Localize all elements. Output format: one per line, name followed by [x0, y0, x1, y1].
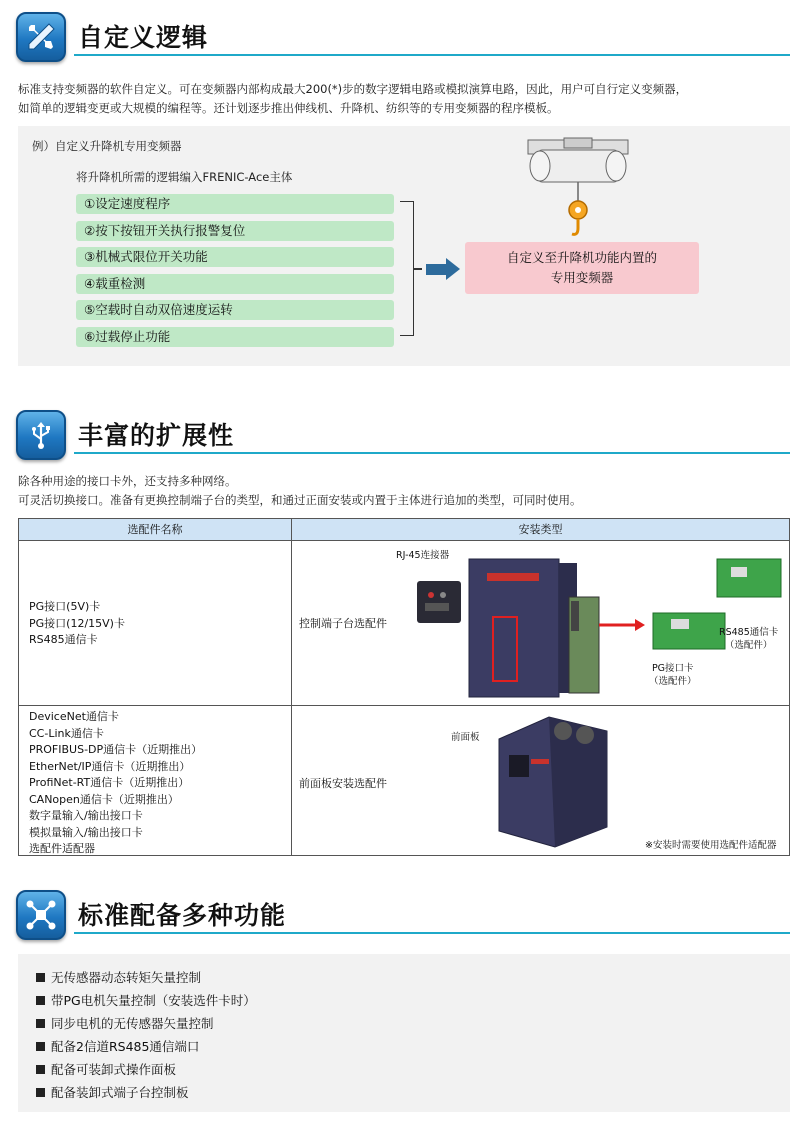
option-item: RS485通信卡: [29, 633, 98, 646]
table-row-1-options: [29, 599, 125, 649]
list-item: 带PG电机矢量控制（安装选件卡时）: [36, 991, 256, 1009]
step-item: ⑤空载时自动双倍速度运转: [76, 300, 394, 320]
list-item: 无传感器动态转矩矢量控制: [36, 968, 201, 986]
list-item: 同步电机的无传感器矢量控制: [36, 1014, 214, 1032]
pg-callout: [649, 662, 697, 688]
section-header-custom-logic: [16, 12, 790, 62]
title-rule: [74, 452, 790, 454]
group-bracket: [400, 201, 414, 336]
section-title: 标准配备多种功能: [78, 901, 287, 930]
table-row-2-options: [29, 709, 202, 858]
option-item: 数字量输入/输出接口卡: [29, 809, 143, 822]
list-item: 配备2信道RS485通信端口: [36, 1037, 199, 1055]
option-item: DeviceNet通信卡: [29, 710, 119, 723]
title-rule: [74, 54, 790, 56]
intro-line-1: 除各种用途的接口卡外，还支持多种网络。: [18, 474, 237, 488]
section-header-standard-features: [16, 890, 790, 940]
terminal-option-illustration: [409, 545, 789, 703]
tools-icon: [16, 12, 66, 62]
result-box: [465, 242, 699, 294]
mount-type-front: 前面板安装选配件: [299, 777, 387, 790]
intro-line-2: 如简单的逻辑变更或大规模的编程等。还计划逐步推出伸线机、升降机、纺织等的专用变频器的程序模板。: [18, 101, 559, 115]
table-row-divider: [19, 705, 789, 706]
option-item: PG接口(5V)卡: [29, 600, 101, 613]
rs485-callout: [719, 626, 778, 652]
option-item: CANopen通信卡（近期推出）: [29, 792, 179, 806]
options-table: [18, 518, 790, 856]
result-line-1: 自定义至升降机功能内置的: [506, 250, 657, 265]
step-item: ③机械式限位开关功能: [76, 247, 394, 267]
intro-line-1: 标准支持变频器的软件自定义。可在变频器内部构成最大200(*)步的数字逻辑电路或模拟演算电路，因此，用户可自行定义变频器，: [18, 82, 688, 96]
crane-hoist-illustration: [518, 130, 638, 242]
rs485-callout-line-2: （选配件）: [724, 640, 773, 651]
option-item: 选配件适配器: [29, 842, 95, 855]
table-divider: [291, 519, 292, 855]
rs485-callout-line-1: RS485通信卡: [719, 627, 779, 638]
intro-line-2: 可灵活切换接口。准备有更换控制端子台的类型，和通过正面安装或内置于主体进行追加的类型，可同时使用。: [18, 493, 582, 507]
right-arrow-icon: [426, 264, 446, 275]
step-item: ④载重检测: [76, 274, 394, 294]
list-item: 配备可装卸式操作面板: [36, 1060, 176, 1078]
option-item: EtherNet/IP通信卡（近期推出）: [29, 759, 191, 773]
section-title: 自定义逻辑: [78, 23, 209, 52]
usb-icon: [16, 410, 66, 460]
step-item: ②按下按钮开关执行报警复位: [76, 221, 394, 241]
result-line-2: 专用变频器: [550, 270, 614, 285]
network-icon: [16, 890, 66, 940]
option-item: 模拟量输入/输出接口卡: [29, 825, 143, 839]
right-arrow-head: [446, 258, 460, 280]
section-title: 丰富的扩展性: [78, 421, 235, 450]
list-item: 配备装卸式端子台控制板: [36, 1083, 189, 1101]
option-item: ProfiNet-RT通信卡（近期推出）: [29, 776, 190, 789]
example-subtitle: 将升降机所需的逻辑编入FRENIC-Ace主体: [76, 170, 293, 184]
mount-type-terminal: 控制端子台选配件: [299, 617, 387, 630]
option-item: CC-Link通信卡: [29, 726, 104, 740]
option-item: PG接口(12/15V)卡: [29, 616, 125, 630]
example-title: 例）自定义升降机专用变频器: [32, 139, 182, 153]
bracket-tick: [414, 268, 422, 270]
table-header-mount-type: 安装类型: [292, 519, 789, 541]
front-panel-callout: 前面板: [451, 732, 480, 743]
option-item: PROFIBUS-DP通信卡（近期推出）: [29, 743, 203, 756]
pg-callout-line-2: （选配件）: [649, 676, 697, 687]
adapter-note: ※安装时需要使用选配件适配器: [645, 840, 777, 851]
features-panel: [18, 954, 790, 1112]
title-rule: [74, 932, 790, 934]
step-item: ⑥过载停止功能: [76, 327, 394, 347]
table-header-option-name: 选配件名称: [19, 519, 291, 541]
step-item: ①设定速度程序: [76, 194, 394, 214]
example-panel: [18, 126, 790, 366]
front-panel-option-illustration: [479, 709, 619, 849]
rj45-callout: RJ-45连接器: [396, 550, 450, 561]
section-header-expandability: [16, 410, 790, 460]
pg-callout-line-1: PG接口卡: [651, 663, 694, 674]
